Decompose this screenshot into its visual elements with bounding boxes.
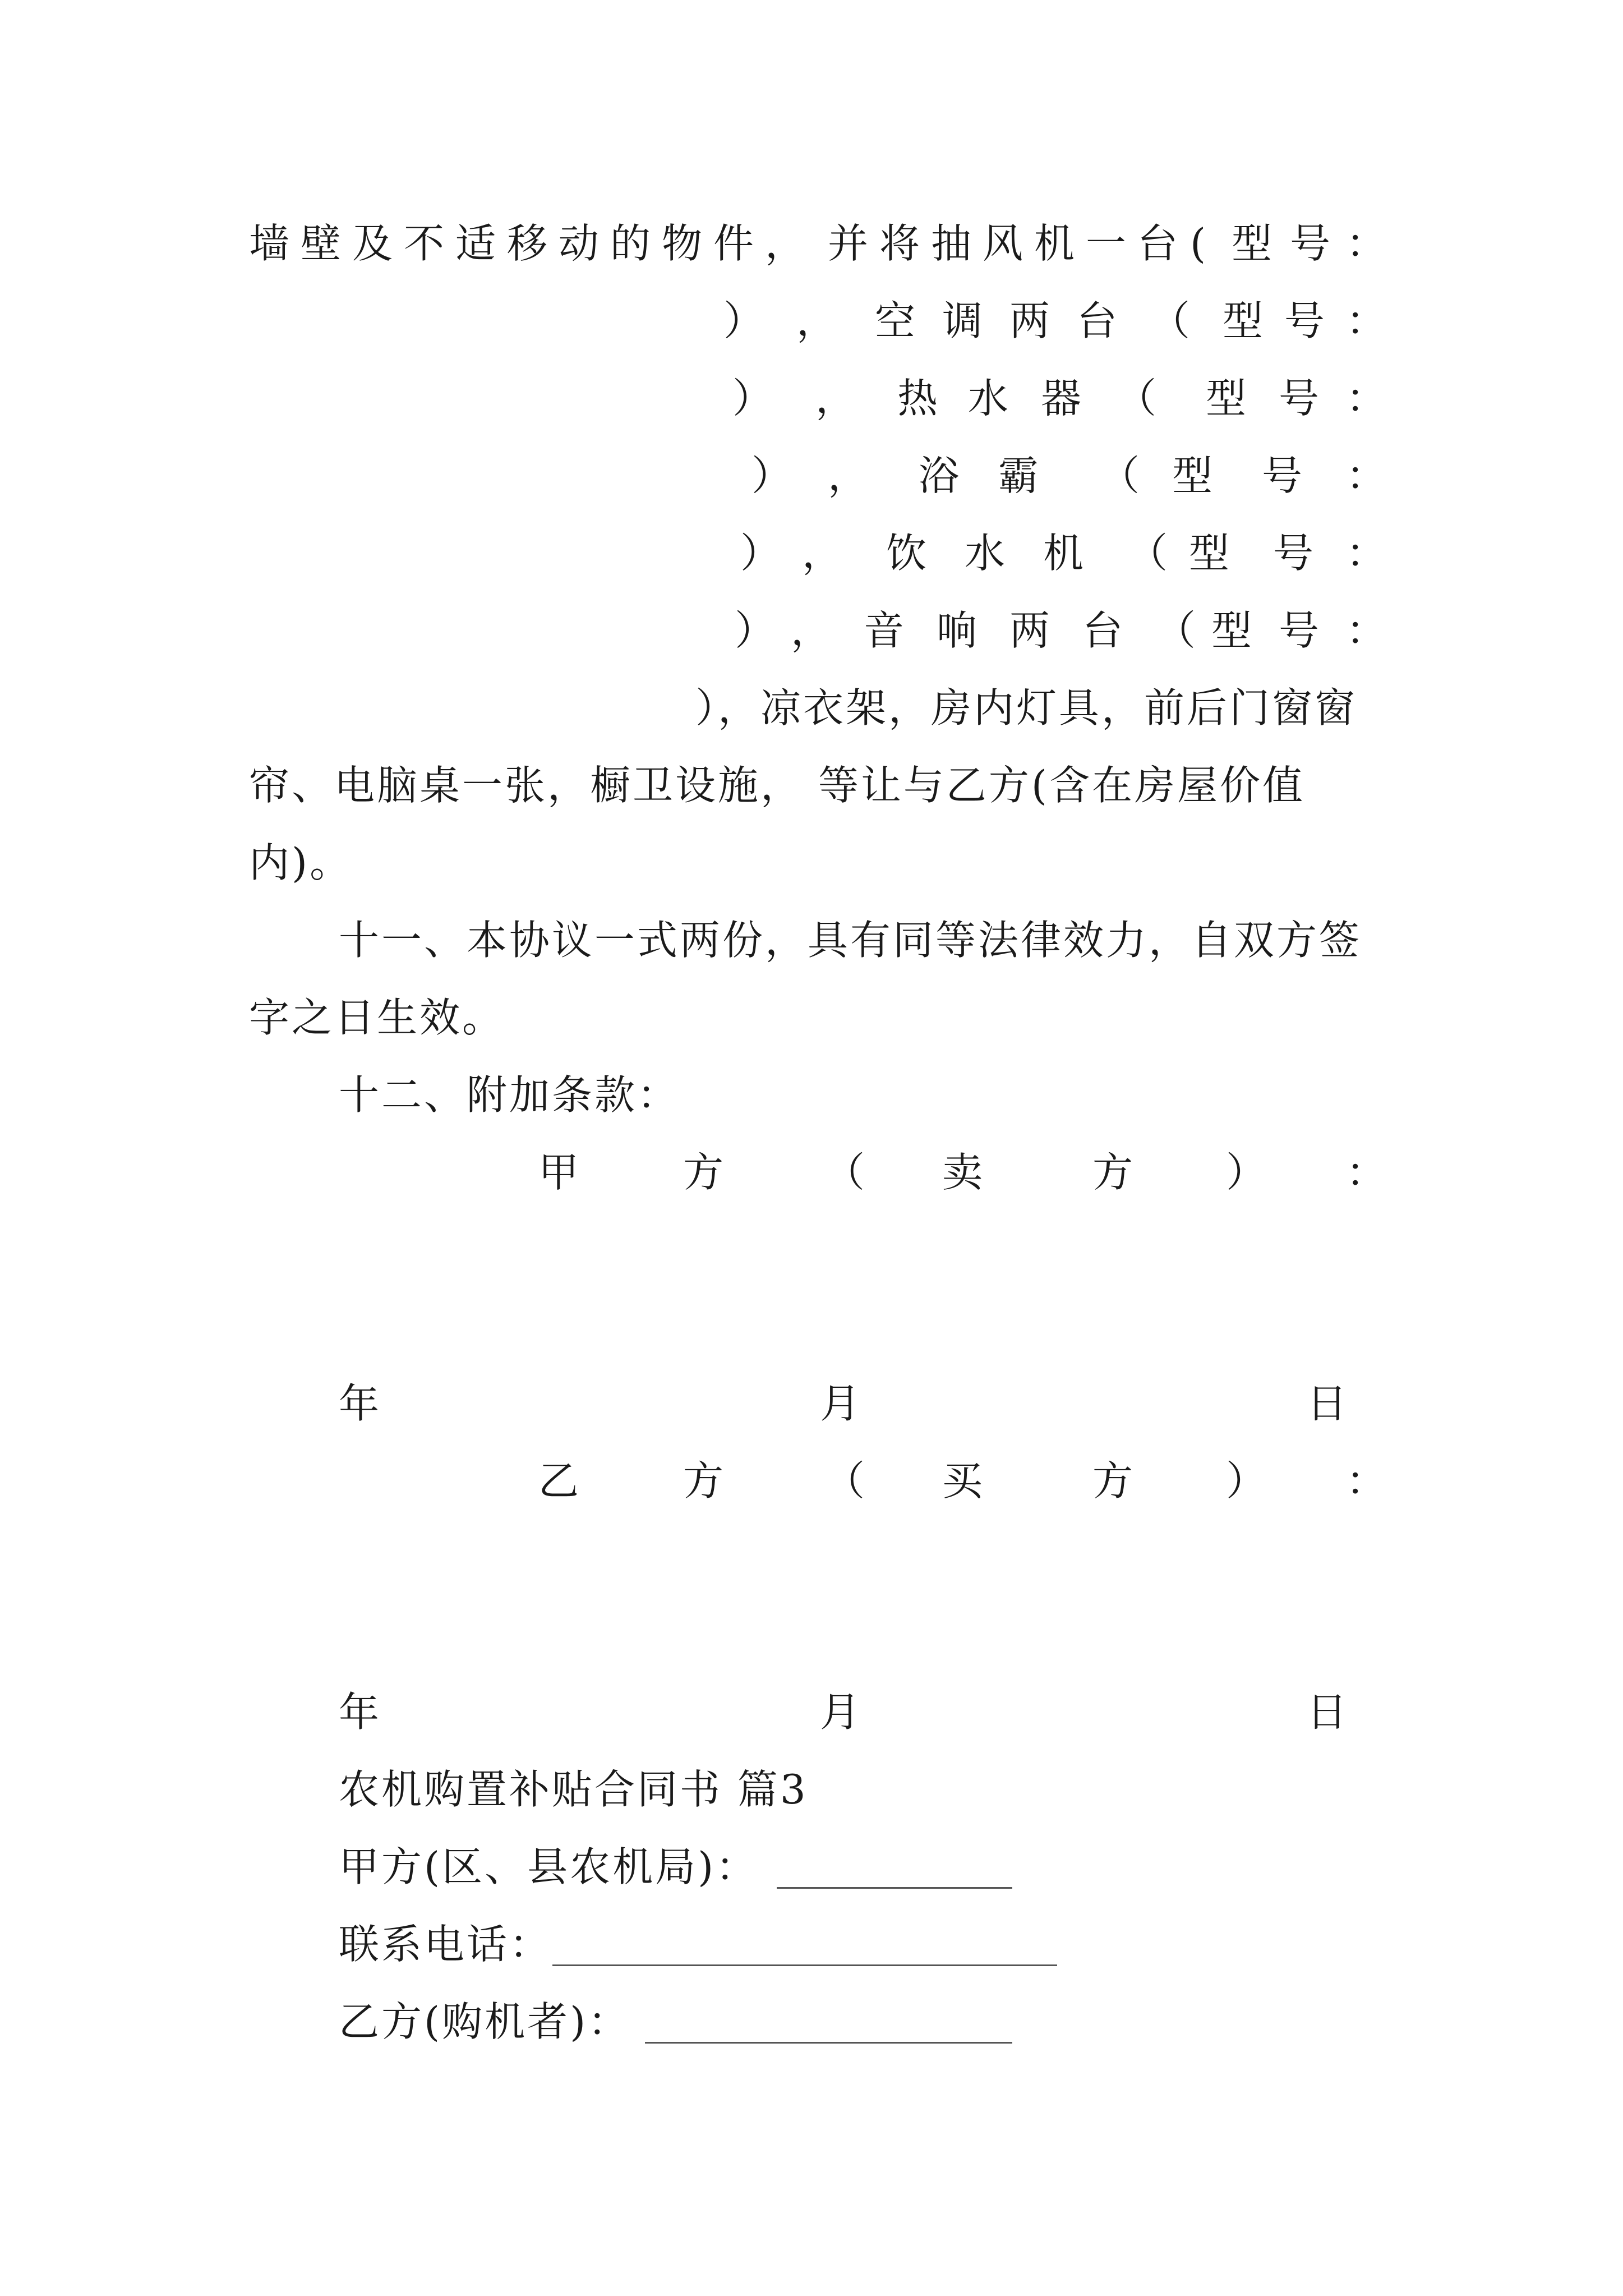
text-char: ： [1346,1149,1387,1196]
text-char: 水 [968,375,1009,422]
text-char: ） [732,375,773,422]
text-char: 器 [1041,375,1082,422]
text-char: ： [1346,607,1387,654]
text-char: （ [824,1457,865,1504]
text-char: 号 [1290,220,1331,267]
text-char: 台 [1137,220,1178,267]
text-char: 方 [1092,1149,1133,1196]
text-char: ） [1226,1149,1267,1196]
text-char: 方 [1092,1457,1133,1504]
party-a-blank[interactable] [777,1848,1012,1889]
text-char: 一 [1086,220,1127,267]
text-char: 方 [683,1149,724,1196]
text-char: 号 [1262,452,1303,499]
text-char: （ [1127,530,1168,577]
text-char: ） [735,607,776,654]
text-char: 型 [1232,220,1272,267]
text-line: 帘、电脑桌一张，橱卫设施， 等让与乙方(含在房屋价值 [249,762,1305,809]
text-char: 并 [828,220,869,267]
text-char: ， [802,530,843,577]
date-day: 日 [1307,1380,1348,1427]
text-char: 号 [1284,297,1325,344]
text-char: 乙 [538,1457,579,1504]
text-char: 台 [1077,297,1118,344]
text-line: ），凉衣架，房内灯具，前后门窗窗 [695,684,1358,731]
text-char: 号 [1279,607,1320,654]
date-day: 日 [1307,1688,1348,1736]
text-char: （ [1116,375,1157,422]
contract-title: 农机购置补贴合同书 篇3 [339,1766,808,1813]
text-char: 浴 [919,452,960,499]
text-char: 抽 [931,220,972,267]
text-char: 饮 [886,530,927,577]
text-char: ： [1346,375,1387,422]
text-char: 机 [1043,530,1084,577]
text-char: ( [1190,220,1206,267]
text-char: 型 [1211,607,1252,654]
text-char: 空 [875,297,916,344]
date-year: 年 [339,1688,380,1736]
text-char: 动 [559,220,600,267]
text-char: 霸 [998,452,1039,499]
text-line: 十一、本协议一式两份，具有同等法律效力，自双方签 [339,917,1362,964]
text-char: 件 [713,220,754,267]
text-char: ： [1346,220,1387,267]
date-month: 月 [820,1380,861,1427]
text-char: 及 [352,220,393,267]
text-char: ， [815,375,856,422]
text-char: 响 [937,607,978,654]
party-b-label: 乙方(购机者)： [339,1998,631,2045]
date-year: 年 [339,1380,380,1427]
text-char: ： [1346,452,1387,499]
text-char: ） [751,452,792,499]
text-char: ） [1226,1457,1267,1504]
text-char: 方 [683,1457,724,1504]
text-char: 移 [507,220,548,267]
text-char: 型 [1172,452,1213,499]
clause-12-heading: 十二、附加条款： [339,1071,680,1119]
text-char: （ [1155,607,1196,654]
text-char: （ [1099,452,1140,499]
text-char: 机 [1034,220,1075,267]
text-char: 壁 [301,220,342,267]
phone-blank[interactable] [552,1925,1057,1966]
text-char: ： [1346,297,1387,344]
phone-label: 联系电话： [339,1921,552,1968]
text-line: 内)。 [249,839,353,886]
text-char: 将 [879,220,920,267]
text-char: 甲 [538,1149,579,1196]
text-char: 水 [965,530,1006,577]
text-char: 墙 [249,220,290,267]
text-char: 的 [610,220,651,267]
text-char: ： [1346,530,1387,577]
text-char: ） [740,530,781,577]
text-char: 两 [1009,607,1050,654]
text-char: 两 [1009,297,1050,344]
text-char: ， [796,297,837,344]
text-char: 台 [1082,607,1123,654]
text-line: 字之日生效。 [249,994,505,1041]
text-char: 风 [983,220,1023,267]
text-char: 型 [1223,297,1264,344]
text-char: ， [828,452,869,499]
text-char: ） [723,297,764,344]
text-char: 不 [404,220,445,267]
text-char: ， [765,220,806,267]
party-b-blank[interactable] [645,2003,1012,2044]
text-char: 音 [864,607,905,654]
date-month: 月 [820,1688,861,1736]
text-char: 调 [942,297,983,344]
text-char: （ [1150,297,1191,344]
text-char: 买 [942,1457,983,1504]
text-char: 型 [1189,530,1230,577]
text-char: 物 [662,220,703,267]
text-char: 卖 [942,1149,983,1196]
text-char: 号 [1279,375,1320,422]
text-char: （ [824,1149,865,1196]
party-a-label: 甲方(区、县农机局)： [339,1843,759,1890]
text-char: 适 [455,220,496,267]
text-char: 型 [1206,375,1247,422]
text-char: ， [791,607,832,654]
text-char: 号 [1273,530,1314,577]
text-char: ： [1346,1457,1387,1504]
text-char: 热 [897,375,938,422]
